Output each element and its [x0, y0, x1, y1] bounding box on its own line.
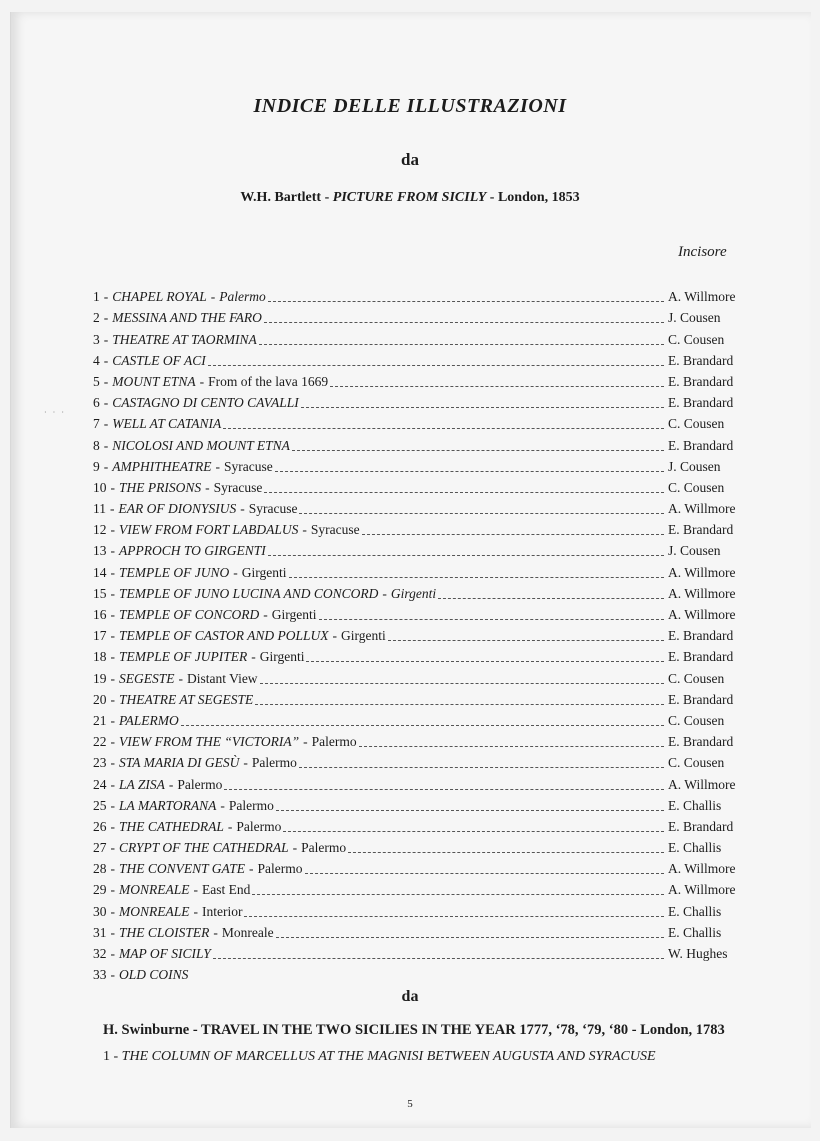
item-separator: -	[193, 882, 198, 898]
item-location: Syracuse	[223, 458, 273, 474]
item-separator: -	[110, 797, 115, 813]
item-separator: -	[110, 967, 115, 983]
item-left	[93, 861, 668, 877]
item-engraver: A. Willmore	[668, 564, 736, 580]
item-number: 5	[93, 373, 100, 389]
item-title: APPROCH TO GIRGENTI	[119, 543, 266, 559]
item-title: CASTAGNO DI CENTO CAVALLI	[112, 395, 299, 411]
dot-leader	[306, 660, 664, 662]
item-engraver: E. Brandard	[668, 734, 734, 750]
item-engraver: E. Brandard	[668, 437, 734, 453]
item-number: 18	[93, 649, 107, 665]
item-engraver: E. Brandard	[668, 818, 734, 834]
item-title: WELL AT CATANIA	[112, 416, 222, 432]
item-left	[93, 416, 668, 432]
item-separator: -	[110, 712, 115, 728]
item-title: LA ZISA	[119, 776, 165, 792]
dot-leader	[359, 745, 664, 747]
item-location: Palermo	[311, 734, 357, 750]
list-item	[93, 793, 753, 814]
item-number: 29	[93, 882, 107, 898]
item-left	[93, 353, 668, 369]
list-item	[93, 623, 753, 644]
da-label: da	[401, 150, 419, 169]
item-location: Syracuse	[310, 522, 360, 538]
item-separator: -	[110, 543, 115, 559]
item-title: THEATRE AT SEGESTE	[119, 691, 254, 707]
item-title: STA MARIA DI GESÙ	[119, 755, 240, 771]
item-number: 4	[93, 352, 100, 368]
item-title: THE CONVENT GATE	[119, 861, 246, 877]
item-left	[93, 565, 668, 581]
item-left	[93, 459, 668, 475]
item-engraver: E. Brandard	[668, 373, 734, 389]
item-title: VIEW FROM FORT LABDALUS	[119, 522, 299, 538]
item-separator: -	[103, 310, 109, 326]
item-location: Syracuse	[248, 501, 298, 517]
list-item	[93, 835, 753, 856]
item-separator: -	[103, 395, 109, 411]
dot-leader	[292, 449, 664, 451]
item-number: 6	[93, 395, 100, 411]
item-location: Interior	[202, 903, 243, 919]
engraver-column-heading: Incisore	[678, 244, 727, 260]
item-number: 15	[93, 585, 107, 601]
item-number: 8	[93, 437, 100, 453]
item-separator: -	[110, 564, 115, 580]
list-item	[93, 920, 753, 941]
item-title: CASTLE OF ACI	[112, 352, 206, 368]
item-separator: -	[110, 585, 115, 601]
item-left	[93, 798, 668, 814]
item-engraver: W. Hughes	[668, 946, 728, 961]
item-title: MAP OF SICILY	[119, 946, 211, 961]
item-engraver: J. Cousen	[668, 543, 721, 559]
dot-leader	[319, 618, 664, 620]
item-engraver: E. Brandard	[668, 691, 734, 707]
item-title: THE PRISONS	[119, 479, 202, 495]
item-title: TEMPLE OF JUNO LUCINA AND CONCORD	[119, 585, 379, 601]
item-engraver: E. Challis	[668, 840, 722, 856]
item-location: Palermo	[257, 861, 303, 877]
dot-leader	[388, 639, 664, 641]
item-engraver: E. Brandard	[668, 649, 734, 665]
item-left	[93, 882, 668, 898]
item-title: THE CLOISTER	[119, 924, 210, 940]
item-engraver: A. Willmore	[668, 501, 736, 517]
item-separator: -	[220, 797, 225, 813]
item-engraver: J. Cousen	[668, 458, 721, 474]
item-left	[93, 713, 668, 729]
item-left	[93, 819, 668, 835]
dot-leader	[276, 809, 664, 811]
item-left	[93, 438, 668, 454]
item-separator: -	[110, 501, 115, 517]
dot-leader	[244, 915, 664, 917]
item-location: Palermo	[301, 840, 347, 856]
item-separator: -	[110, 755, 115, 771]
dot-leader	[301, 406, 664, 408]
list-item	[93, 687, 753, 708]
item-separator: -	[110, 479, 115, 495]
list-item	[93, 538, 753, 559]
item-location: Palermo	[251, 755, 297, 771]
item-left	[93, 522, 668, 538]
item-separator: -	[168, 776, 174, 792]
item-separator: -	[110, 607, 115, 622]
list-item	[93, 814, 753, 835]
item-separator: -	[215, 458, 220, 474]
item-left	[93, 628, 668, 644]
item-number: 24	[93, 776, 107, 792]
item-separator: -	[251, 649, 256, 665]
item-engraver: E. Challis	[668, 924, 722, 940]
item-title: THE CATHEDRAL	[119, 818, 224, 834]
item-engraver: A. Willmore	[668, 607, 736, 622]
page-number: 5	[407, 1098, 413, 1110]
item-separator: -	[243, 755, 248, 771]
item-separator: -	[382, 585, 387, 601]
list-item	[93, 602, 753, 623]
dot-leader	[259, 343, 664, 345]
item-engraver: C. Cousen	[668, 479, 725, 495]
dot-leader	[438, 597, 664, 599]
da-label-2: da	[401, 988, 419, 1005]
item-separator: -	[110, 946, 115, 961]
list-item	[93, 581, 753, 602]
item-separator: -	[110, 670, 115, 686]
item-location: Girgenti	[341, 628, 386, 644]
item-title: AMPHITHEATRE	[112, 458, 212, 474]
list-item	[93, 962, 753, 983]
item-location: Palermo	[177, 776, 223, 792]
item-title: MESSINA AND THE FARO	[112, 310, 262, 326]
index-title: INDICE DELLE ILLUSTRAZIONI	[253, 95, 567, 117]
item-separator: -	[103, 373, 109, 389]
item-engraver: C. Cousen	[668, 712, 725, 728]
item-separator: -	[110, 861, 115, 877]
item-left	[93, 289, 668, 305]
item-engraver: J. Cousen	[668, 310, 721, 326]
item-engraver: C. Cousen	[668, 331, 725, 347]
list-item	[93, 454, 753, 475]
margin-mark: · · ·	[44, 408, 66, 417]
item-location: Palermo	[236, 818, 282, 834]
list-item	[93, 284, 753, 305]
item-location: Girgenti	[390, 585, 437, 601]
list-item	[93, 348, 753, 369]
dot-leader	[208, 364, 664, 366]
item-engraver: E. Brandard	[668, 628, 734, 644]
dot-leader	[252, 893, 664, 895]
item-number: 7	[93, 416, 100, 432]
item-separator: -	[303, 734, 308, 750]
item-left	[93, 692, 668, 708]
item-number: 20	[93, 691, 107, 707]
item-separator: -	[103, 331, 109, 347]
dot-leader	[275, 470, 664, 472]
item-left	[93, 967, 668, 983]
item-separator: -	[110, 628, 115, 644]
item-number: 25	[93, 797, 107, 813]
source-line	[0, 190, 820, 206]
item-number: 10	[93, 479, 107, 495]
item-engraver: E. Brandard	[668, 352, 734, 368]
item-left	[93, 332, 668, 348]
list-item	[93, 305, 753, 326]
item-separator: -	[103, 416, 109, 432]
item-location: Girgenti	[271, 607, 317, 622]
item-title: TEMPLE OF CONCORD	[119, 607, 260, 622]
item-number: 3	[93, 331, 100, 347]
item-title: SEGESTE	[119, 670, 175, 686]
item-number: 12	[93, 522, 107, 538]
item-separator: -	[103, 458, 109, 474]
dot-leader	[181, 724, 664, 726]
dot-leader	[264, 491, 664, 493]
item-separator: -	[199, 373, 205, 389]
item-separator: -	[193, 903, 198, 919]
list-item	[93, 644, 753, 665]
dot-leader	[276, 936, 664, 938]
item-location: Girgenti	[259, 649, 305, 665]
list-item	[93, 411, 753, 432]
item-number: 33	[93, 967, 107, 983]
item-title: EAR OF DIONYSIUS	[118, 501, 237, 517]
item-separator: -	[110, 840, 115, 856]
item-title: CHAPEL ROYAL	[112, 289, 207, 305]
dot-leader	[213, 957, 664, 959]
item-separator: -	[110, 776, 115, 792]
item-title: MONREALE	[119, 903, 190, 919]
item-title: MONREALE	[119, 882, 190, 898]
item-left	[93, 734, 668, 750]
item-number: 1	[93, 289, 100, 305]
dot-leader	[268, 554, 664, 556]
list-item	[93, 729, 753, 750]
list-item	[93, 856, 753, 877]
item-number: 11	[93, 501, 106, 517]
item-separator: -	[110, 522, 115, 538]
item-separator: -	[110, 818, 115, 834]
item-separator: -	[103, 352, 109, 368]
item-separator: -	[110, 649, 115, 665]
item-left	[93, 586, 668, 602]
list-item	[93, 432, 753, 453]
item-location: Palermo	[228, 797, 274, 813]
dot-leader	[268, 300, 664, 302]
item-left	[93, 480, 668, 496]
item-separator: -	[332, 628, 338, 644]
item-separator: -	[178, 670, 183, 686]
item-number: 16	[93, 607, 107, 622]
item-left	[93, 501, 668, 517]
dot-leader	[299, 766, 664, 768]
item-separator: -	[302, 522, 307, 538]
item-engraver: A. Willmore	[668, 585, 736, 601]
item-number: 26	[93, 818, 107, 834]
item-number: 22	[93, 734, 107, 750]
list-item	[93, 390, 753, 411]
list-item	[93, 559, 753, 580]
dot-leader	[289, 576, 665, 578]
list-item	[93, 496, 753, 517]
source-author: W.H. Bartlett -	[240, 190, 333, 205]
item-separator: -	[213, 924, 218, 940]
dot-leader	[330, 385, 664, 387]
item-separator: -	[110, 903, 115, 919]
item-left	[93, 310, 668, 326]
item-number: 21	[93, 712, 107, 728]
item-title: TEMPLE OF JUNO	[119, 564, 230, 580]
item-separator: -	[227, 818, 233, 834]
dot-leader	[348, 851, 664, 853]
item-engraver: E. Challis	[668, 797, 722, 813]
item-left	[93, 904, 668, 920]
item-engraver: A. Willmore	[668, 289, 736, 305]
list-item	[93, 326, 753, 347]
dot-leader	[260, 682, 664, 684]
item-separator: -	[103, 289, 109, 305]
item-number: 30	[93, 903, 107, 919]
list-item-2	[103, 1049, 656, 1065]
item-number: 9	[93, 458, 100, 474]
item-engraver: E. Challis	[668, 903, 722, 919]
item-engraver: C. Cousen	[668, 755, 725, 771]
list-item	[93, 771, 753, 792]
item-title: THE COLUMN OF MARCELLUS AT THE MAGNISI BETWEEN AUGUSTA AND SYRACUSE	[121, 1049, 656, 1064]
item-left	[93, 374, 668, 390]
item-separator: -	[263, 607, 268, 622]
item-title: PALERMO	[119, 712, 179, 728]
item-separator: -	[110, 882, 115, 898]
item-title: TEMPLE OF JUPITER	[119, 649, 248, 665]
item-location: Monreale	[221, 924, 274, 940]
item-left	[93, 946, 668, 962]
item-separator: -	[240, 501, 245, 517]
illustration-list	[93, 284, 753, 983]
item-number: 13	[93, 543, 107, 559]
item-left	[93, 395, 668, 411]
list-item	[93, 369, 753, 390]
item-left	[93, 925, 668, 941]
list-item	[93, 665, 753, 686]
item-separator: -	[210, 289, 216, 305]
item-location: Distant View	[187, 670, 258, 686]
item-number: 31	[93, 924, 107, 940]
item-left	[93, 607, 668, 623]
dot-leader	[223, 427, 664, 429]
item-number: 28	[93, 861, 107, 877]
item-separator: -	[233, 564, 238, 580]
item-number: 17	[93, 628, 107, 644]
item-title: VIEW FROM THE “VICTORIA”	[119, 734, 300, 750]
item-number: 1 -	[103, 1049, 122, 1064]
item-left	[93, 649, 668, 665]
item-title: TEMPLE OF CASTOR AND POLLUX	[119, 628, 329, 644]
list-item	[93, 517, 753, 538]
item-left	[93, 840, 668, 856]
item-title: CRYPT OF THE CATHEDRAL	[119, 840, 289, 856]
item-separator: -	[110, 691, 115, 707]
dot-leader	[255, 703, 664, 705]
dot-leader	[362, 533, 664, 535]
item-engraver: A. Willmore	[668, 776, 736, 792]
item-location: From of the lava 1669	[208, 373, 329, 389]
item-title: THEATRE AT TAORMINA	[112, 331, 257, 347]
item-number: 2	[93, 310, 100, 326]
item-location: Palermo	[219, 289, 266, 305]
dot-leader	[224, 788, 664, 790]
dot-leader	[264, 321, 664, 323]
item-engraver: E. Brandard	[668, 522, 734, 538]
item-engraver: E. Brandard	[668, 395, 734, 411]
list-item	[93, 941, 753, 962]
source-line-2: H. Swinburne - TRAVEL IN THE TWO SICILIES IN THE YEAR 1777, ‘78, ‘79, ‘80 - London, 1783	[103, 1022, 725, 1038]
item-left	[93, 543, 668, 559]
item-title: OLD COINS	[119, 967, 189, 983]
item-separator: -	[110, 734, 115, 750]
item-number: 19	[93, 670, 107, 686]
item-number: 23	[93, 755, 107, 771]
item-separator: -	[103, 437, 109, 453]
list-item	[93, 708, 753, 729]
item-separator: -	[249, 861, 254, 877]
list-item	[93, 877, 753, 898]
item-separator: -	[292, 840, 298, 856]
dot-leader	[283, 830, 664, 832]
source-rest: - London, 1853	[486, 190, 580, 205]
item-left	[93, 755, 668, 771]
item-title: LA MARTORANA	[119, 797, 217, 813]
item-left	[93, 777, 668, 793]
item-separator: -	[205, 479, 210, 495]
item-engraver: A. Willmore	[668, 861, 736, 877]
item-left	[93, 671, 668, 687]
list-item	[93, 750, 753, 771]
item-number: 14	[93, 564, 107, 580]
item-location: Syracuse	[213, 479, 263, 495]
list-item	[93, 475, 753, 496]
item-location: East End	[202, 882, 251, 898]
item-number: 32	[93, 946, 107, 961]
source-work: PICTURE FROM SICILY	[332, 190, 487, 205]
list-item	[93, 898, 753, 919]
dot-leader	[305, 872, 664, 874]
item-title: NICOLOSI AND MOUNT ETNA	[112, 437, 290, 453]
item-separator: -	[110, 924, 115, 940]
item-engraver: C. Cousen	[668, 416, 725, 432]
item-title: MOUNT ETNA	[112, 373, 196, 389]
dot-leader	[299, 512, 664, 514]
item-engraver: C. Cousen	[668, 670, 725, 686]
item-number: 27	[93, 840, 107, 856]
item-location: Girgenti	[241, 564, 287, 580]
item-engraver: A. Willmore	[668, 882, 736, 898]
